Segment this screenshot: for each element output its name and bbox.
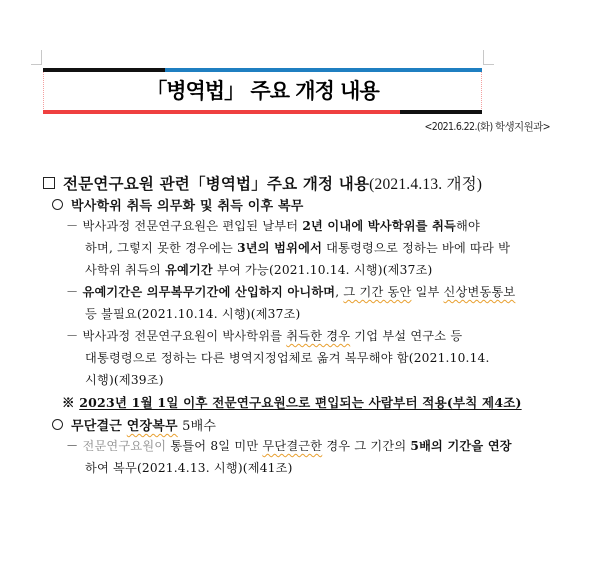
dash-bullet-icon: － xyxy=(66,219,79,233)
item-2-bullet-1-line-1: － 전문연구요원이 통틀어 8일 미만 무단결근한 경우 그 기간의 5배의 기간을 연장 xyxy=(66,439,512,453)
circle-bullet-icon xyxy=(52,419,63,430)
circle-bullet-icon xyxy=(52,199,63,210)
page-corner-mark-right xyxy=(483,50,494,65)
dash-bullet-icon: － xyxy=(66,439,79,453)
item-1-bullet-3-line-3: 시행)(제39조) xyxy=(85,373,164,387)
item-1-bullet-1-line-2: 하며, 그렇지 못한 경우에는 3년의 범위에서 대통령령으로 정하는 바에 따라 박 xyxy=(85,241,511,255)
item-1-bullet-1-line-1: － 박사과정 전문연구요원은 편입된 날부터 2년 이내에 박사학위를 취득해야 xyxy=(66,219,480,233)
title-bottom-bar-red xyxy=(43,110,400,114)
item-1-bullet-2-line-2: 등 불필요(2021.10.14. 시행)(제37조) xyxy=(85,307,301,321)
dash-bullet-icon: － xyxy=(66,285,79,299)
item-1-note: ※ 2023년 1월 1일 이후 전문연구요원으로 편입되는 사람부터 적용(부칙 제4조) xyxy=(62,395,522,410)
section-heading xyxy=(43,172,482,194)
title-box xyxy=(43,68,482,114)
item-1-bullet-3-line-2: 대통령령으로 정하는 다른 병역지정업체로 옮겨 복무해야 함(2021.10.14. xyxy=(85,351,490,365)
item-1-bullet-1-line-3: 사학위 취득의 유예기간 부여 가능(2021.10.14. 시행)(제37조) xyxy=(85,263,433,277)
square-bullet-icon xyxy=(43,177,55,189)
section-heading-date: (2021.4.13. 개정) xyxy=(369,176,483,193)
title-bottom-bar-black xyxy=(400,110,482,114)
dash-bullet-icon: － xyxy=(66,329,79,343)
page-corner-mark-left xyxy=(31,50,42,65)
date-department-line: <2021.6.22.(화) 학생지원과> xyxy=(424,121,550,133)
item-2-bullet-1-line-2: 하여 복무(2021.4.13. 시행)(제41조) xyxy=(85,461,293,475)
document-title: 「병역법」 주요 개정 내용 xyxy=(146,79,379,103)
reference-mark-icon: ※ xyxy=(62,395,75,410)
item-2-title: 무단결근 연장복무 5배수 xyxy=(52,415,216,434)
item-1-bullet-3-line-1: － 박사과정 전문연구요원이 박사학위를 취득한 경우 기업 부설 연구소 등 xyxy=(66,329,463,343)
item-1-title: 박사학위 취득 의무화 및 취득 이후 복무 xyxy=(52,195,303,214)
section-heading-bold: 전문연구요원 관련「병역법」주요 개정 내용 xyxy=(63,174,370,193)
item-1-bullet-2-line-1: － 유예기간은 의무복무기간에 산입하지 아니하며, 그 기간 동안 일부 신상변동통보 xyxy=(66,285,516,299)
